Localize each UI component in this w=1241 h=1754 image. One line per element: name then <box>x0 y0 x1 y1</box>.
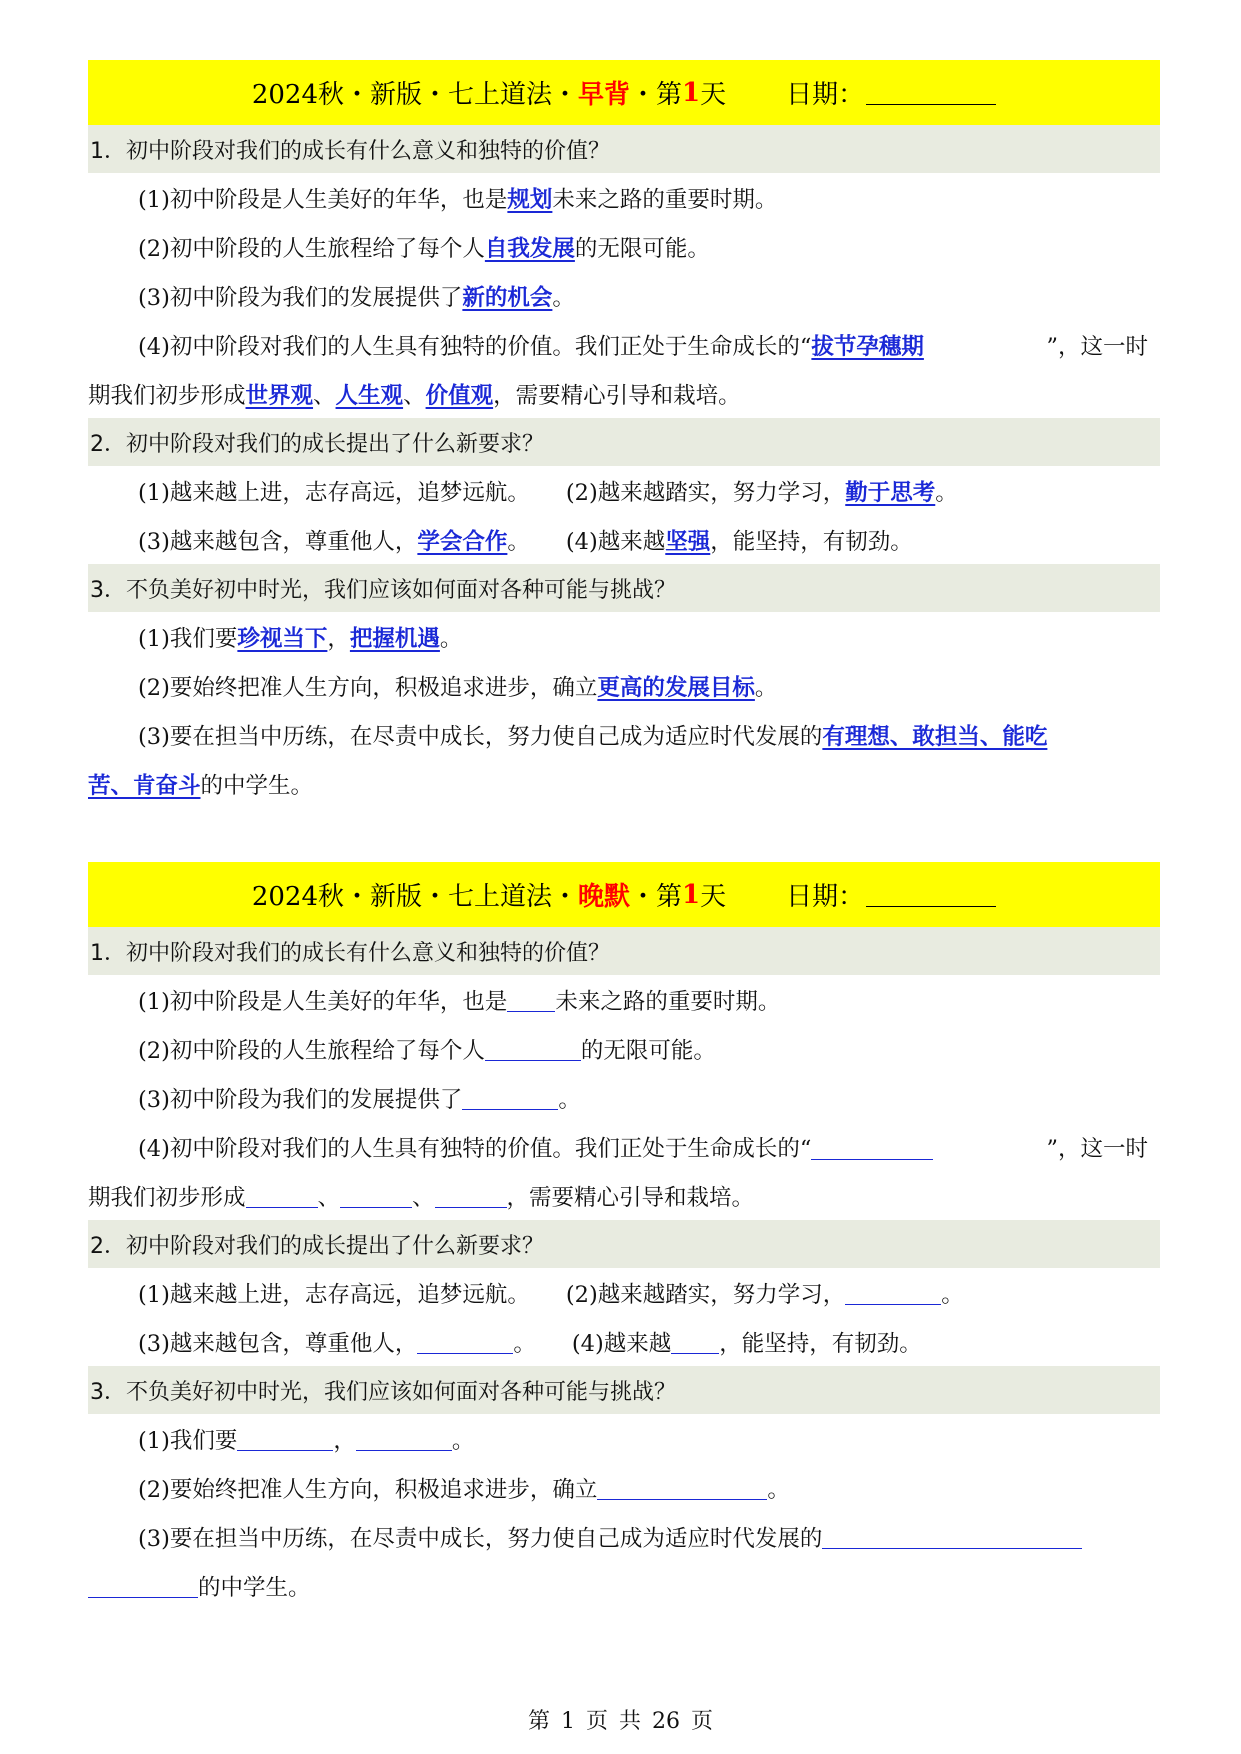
fill-blank[interactable] <box>485 1037 581 1061</box>
fill-blank[interactable] <box>356 1427 452 1451</box>
title-text: 2024秋・新版・七上道法・ <box>251 80 578 110</box>
fill-blank[interactable] <box>811 1136 933 1160</box>
title-text-post: 天 <box>700 882 727 912</box>
fill-blank[interactable] <box>845 1281 941 1305</box>
answer-keyword: 拔节孕穗期 <box>811 333 924 360</box>
blank-line-continued: 的中学生。 <box>88 1561 1160 1610</box>
fill-blank[interactable] <box>246 1184 318 1208</box>
answer-line: (3)初中阶段为我们的发展提供了 新的机会 。 <box>88 271 1160 320</box>
evening-title-bar <box>88 862 1160 927</box>
fill-blank[interactable] <box>462 1086 558 1110</box>
answer-keyword: 人生观 <box>335 382 404 409</box>
answer-keyword: 有理想、敢担当、能吃 <box>822 723 1048 750</box>
answer-line: (1)我们要 珍视当下 ， 把握机遇 。 <box>88 612 1160 661</box>
title-day-number: 1 <box>682 77 701 108</box>
fill-blank[interactable] <box>507 988 555 1012</box>
title-text: 2024秋・新版・七上道法・ <box>251 882 578 912</box>
answer-line: (1)越来越上进，志存高远，追梦远航。 (2)越来越踏实，努力学习， 勤于思考 。 <box>88 466 1160 515</box>
answer-line-continued: 期我们初步形成 世界观 、 人生观 、 价值观 ，需要精心引导和栽培。 <box>88 369 1160 418</box>
answer-line: (2)要始终把准人生方向，积极追求进步，确立 更高的发展目标 。 <box>88 661 1160 710</box>
blank-line: (2)初中阶段的人生旅程给了每个人 的无限可能。 <box>138 1037 716 1064</box>
answer-keyword: 世界观 <box>245 382 314 409</box>
blank-line: (1)我们要 ， 。 <box>138 1427 475 1454</box>
fill-blank[interactable] <box>237 1427 333 1451</box>
fill-blank[interactable] <box>435 1184 507 1208</box>
date-label: 日期： <box>786 80 865 110</box>
fill-blank[interactable] <box>671 1330 719 1354</box>
blank-line: (3)越来越包含，尊重他人， 。 (4)越来越 ，能坚持，有韧劲。 <box>138 1330 922 1357</box>
answer-keyword: 把握机遇 <box>349 625 440 652</box>
answer-keyword: 价值观 <box>425 382 494 409</box>
morning-title-bar <box>88 60 1160 125</box>
fill-blank[interactable] <box>822 1525 1082 1549</box>
blank-line: (1)初中阶段是人生美好的年华，也是 未来之路的重要时期。 <box>138 988 781 1015</box>
question-heading: 3．不负美好初中时光，我们应该如何面对各种可能与挑战？ <box>88 1366 1160 1414</box>
answer-keyword: 学会合作 <box>417 528 508 555</box>
title-text-mid: ・第 <box>630 80 683 110</box>
question-heading: 1．初中阶段对我们的成长有什么意义和独特的价值？ <box>88 125 1160 173</box>
answer-keyword: 珍视当下 <box>237 625 328 652</box>
date-label: 日期： <box>786 882 865 912</box>
answer-keyword: 新的机会 <box>462 284 553 311</box>
date-blank[interactable] <box>866 81 996 105</box>
title-highlight: 晚默 <box>578 882 631 912</box>
title-highlight: 早背 <box>578 80 631 110</box>
title-text-mid: ・第 <box>630 882 683 912</box>
blank-line-continued: 期我们初步形成 、 、 ，需要精心引导和栽培。 <box>88 1184 755 1211</box>
title-day-number: 1 <box>682 879 701 910</box>
question-heading: 2．初中阶段对我们的成长提出了什么新要求？ <box>88 418 1160 466</box>
answer-line: (3)越来越包含，尊重他人， 学会合作 。 (4)越来越 坚强 ，能坚持，有韧劲。 <box>88 515 1160 564</box>
fill-blank[interactable] <box>417 1330 513 1354</box>
blank-line: (4)初中阶段对我们的人生具有独特的价值。我们正处于生命成长的“ ”，这一时 <box>138 1135 1148 1162</box>
answer-keyword: 苦、肯奋斗 <box>88 772 201 799</box>
blank-line: (2)要始终把准人生方向，积极追求进步，确立 。 <box>138 1476 790 1503</box>
evening-dictation-section <box>88 862 1160 1610</box>
answer-keyword: 勤于思考 <box>845 479 936 506</box>
page-footer: 第 1 页 共 26 页 <box>528 1709 713 1734</box>
answer-keyword: 规划 <box>507 186 553 213</box>
answer-line: (1)初中阶段是人生美好的年华，也是 规划 未来之路的重要时期。 <box>88 173 1160 222</box>
title-text-post: 天 <box>700 80 727 110</box>
answer-keyword: 坚强 <box>665 528 711 555</box>
blank-line: (3)要在担当中历练，在尽责中成长，努力使自己成为适应时代发展的 <box>88 1512 1160 1561</box>
answer-line-continued: 苦、肯奋斗 的中学生。 <box>88 759 1160 808</box>
date-blank[interactable] <box>866 883 996 907</box>
answer-keyword: 更高的发展目标 <box>597 674 755 701</box>
morning-recitation-section <box>88 60 1160 808</box>
blank-line: (3)初中阶段为我们的发展提供了 。 <box>138 1086 581 1113</box>
fill-blank[interactable] <box>597 1476 767 1500</box>
answer-line: (4)初中阶段对我们的人生具有独特的价值。我们正处于生命成长的“拔节孕穗期 ”，这一时 <box>138 333 1148 360</box>
question-heading: 2．初中阶段对我们的成长提出了什么新要求？ <box>88 1220 1160 1268</box>
blank-line: (1)越来越上进，志存高远，追梦远航。 (2)越来越踏实，努力学习， 。 <box>138 1281 964 1308</box>
question-heading: 1．初中阶段对我们的成长有什么意义和独特的价值？ <box>88 927 1160 975</box>
answer-line: (3)要在担当中历练，在尽责中成长，努力使自己成为适应时代发展的 有理想、敢担当、能吃 <box>88 710 1160 759</box>
question-heading: 3．不负美好初中时光，我们应该如何面对各种可能与挑战？ <box>88 564 1160 612</box>
answer-keyword: 自我发展 <box>484 235 575 262</box>
fill-blank[interactable] <box>340 1184 412 1208</box>
answer-line: (2)初中阶段的人生旅程给了每个人 自我发展 的无限可能。 <box>88 222 1160 271</box>
fill-blank[interactable] <box>88 1574 198 1598</box>
